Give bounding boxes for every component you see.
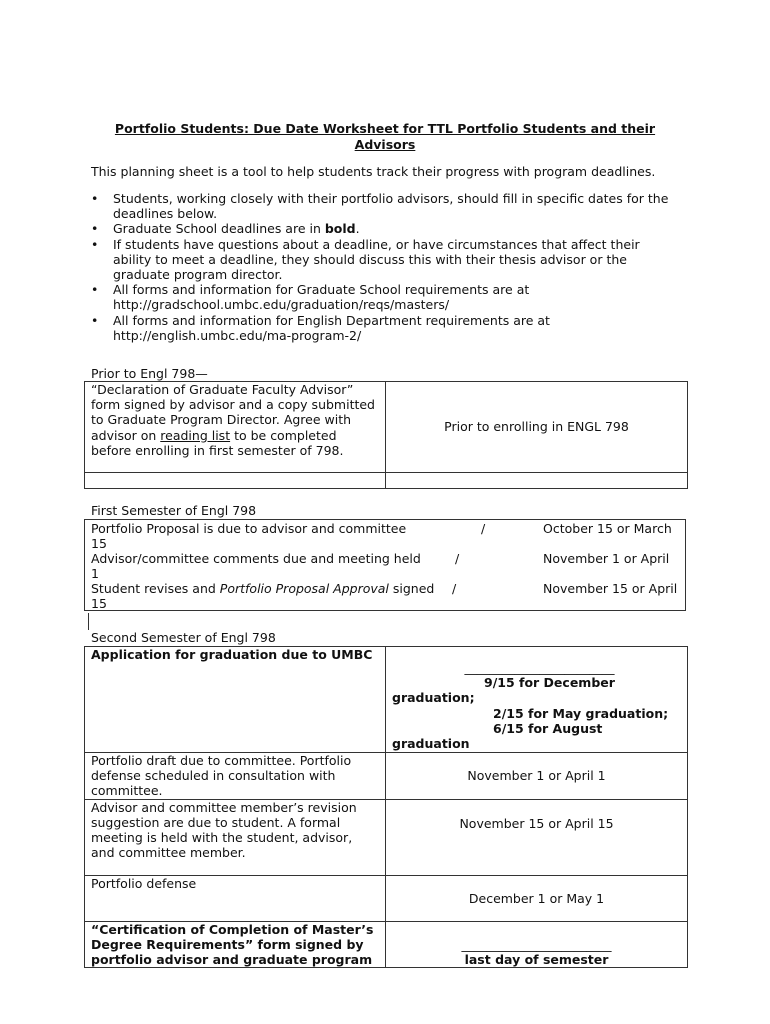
table-row (85, 753, 688, 800)
revision-suggestion-cell: Advisor and committee member’s revision suggestion are due to student. A formal meeting is held with the student, advisor, and committee member. (85, 799, 386, 875)
bullet-icon: • (91, 312, 99, 328)
bullet-item: • All forms and information for English Department requirements are at http://english.umbc.edu/ma-program-2/ (91, 313, 681, 343)
instructions-list (91, 191, 681, 343)
certification-cell: “Certification of Completion of Master’s Degree Requirements” form signed by portfolio advisor and graduate program (85, 921, 386, 968)
table-row (85, 875, 688, 921)
intro-paragraph: This planning sheet is a tool to help students track their progress with program deadlines. (91, 164, 656, 179)
bullet-item: • All forms and information for Graduate School requirements are at http://gradschool.umbc.edu/graduation/reqs/masters/ (91, 282, 681, 312)
first-semester-table: Portfolio Proposal is due to advisor and committee / October 15 or March 15 Advisor/committee comments due and meeting held / November 1 or April 1 Student revises and Portfolio Proposal Approval signed / November 15 or April 15 (84, 519, 686, 611)
certification-deadline-cell: ________________________ last day of semester (386, 921, 688, 968)
portfolio-defense-cell: Portfolio defense (85, 875, 386, 921)
draft-deadline-cell: November 1 or April 1 (386, 753, 688, 800)
bold-word: bold (324, 221, 356, 237)
bullet-icon: • (91, 191, 99, 206)
bullet-item: • If students have questions about a deadline, or have circumstances that affect their ability to meet a deadline, they should discuss this with their thesis advisor or the graduate program director. (91, 236, 640, 283)
second-semester-table (84, 646, 688, 968)
title-line-1: Portfolio Students: Due Date Worksheet for TTL Portfolio Students and their (114, 121, 656, 136)
prior-table (84, 381, 688, 489)
graduation-deadlines-cell: ________________________ 9/15 for December graduation; 2/15 for May graduation; 6/15 for August graduation (386, 647, 688, 753)
bullet-item: • Graduate School deadlines are in bold. (91, 221, 360, 237)
defense-deadline-cell: December 1 or May 1 (386, 875, 688, 921)
table-row (85, 647, 688, 753)
empty-cell (85, 473, 386, 489)
bullet-item: • Students, working closely with their portfolio advisors, should fill in specific dates for the deadlines below. (91, 191, 669, 222)
empty-cell (386, 473, 688, 489)
table-row (85, 473, 688, 489)
reading-list-link: reading list (160, 427, 231, 443)
graduation-application-cell: Application for graduation due to UMBC (85, 647, 386, 753)
table-row (85, 382, 688, 473)
prior-deadline-cell: Prior to enrolling in ENGL 798 (386, 382, 688, 473)
section-second-semester-label: Second Semester of Engl 798 (91, 630, 276, 645)
table-row (85, 921, 688, 968)
title-line-2: Advisors (354, 137, 416, 152)
bullet-icon: • (91, 236, 99, 252)
table-row (85, 799, 688, 875)
portfolio-draft-cell: Portfolio draft due to committee. Portfolio defense scheduled in consultation with committee. (85, 753, 386, 800)
page-title (100, 121, 670, 153)
bullet-icon: • (91, 221, 99, 237)
bullet-icon: • (91, 282, 99, 298)
english-url: http://english.umbc.edu/ma-program-2/ (113, 327, 362, 343)
gradschool-url: http://gradschool.umbc.edu/graduation/reqs/masters/ (113, 297, 450, 313)
divider-mark (88, 613, 89, 630)
revision-deadline-cell: November 15 or April 15 (386, 799, 688, 875)
section-first-semester-label: First Semester of Engl 798 (91, 503, 257, 518)
section-prior-label: Prior to Engl 798— (91, 366, 208, 381)
advisor-declaration-cell: “Declaration of Graduate Faculty Advisor” form signed by advisor and a copy submitted to Graduate Program Director. Agree with advisor on reading list to be completed before enrolling in first semester of 798. (85, 382, 386, 473)
